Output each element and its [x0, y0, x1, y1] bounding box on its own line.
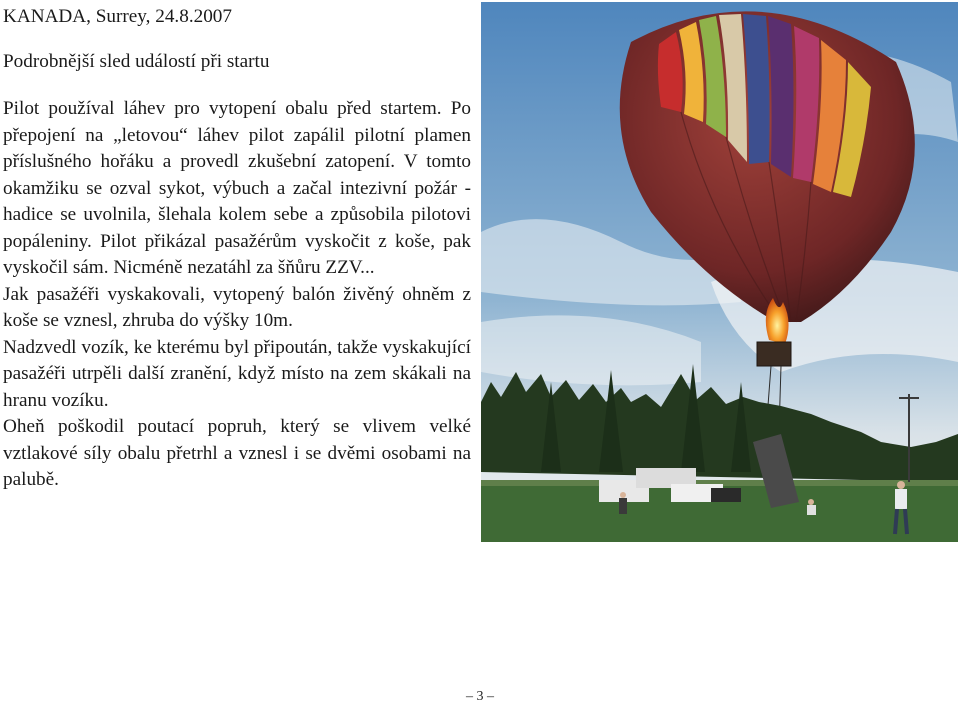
paragraph-trailer-lifted: Nadzvedl vozík, ke kterému byl připoután, takže vyskakující pasažéři utrpěli další zranění, když místo na zem skákali na hranu vozíku.: [3, 336, 471, 411]
page-title: KANADA, Surrey, 24.8.2007: [3, 6, 232, 27]
paragraph-tether-broken: Oheň poškodil poutací popruh, který se vlivem velké vztlakové síly obalu přetrhl a vznesl i se dvěmi osobami na palubě.: [3, 416, 471, 490]
page-number: – 3 –: [466, 689, 494, 704]
balloon-fire-photo: [481, 2, 958, 542]
article-text-column: [3, 4, 471, 494]
paragraph-start-sequence: Pilot používal láhev pro vytopení obalu před startem. Po přepojení na „letovou“ láhev pilot zapálil pilotní plamen příslušného hořáku a provedl zkušební zatopení. V tomto okamžiku se ozval sykot, výbuch a začal intezivní požár - hadice se uvolnila, šlehala kolem sebe a způsobila pilotovi popáleniny. Pilot přikázal pasažérům vyskočit z koše, pak vyskočil sám. Nicméně nezatáhl za šňůru ZZV...: [3, 98, 471, 278]
balloon-photo-illustration: [481, 2, 958, 542]
balloon-basket: [757, 342, 791, 366]
section-subtitle: Podrobnější sled událostí při startu: [3, 50, 270, 72]
paragraph-balloon-ascent: Jak pasažéři vyskakovali, vytopený balón živěný ohněm z koše se vznesl, zhruba do výšky 10m.: [3, 283, 471, 331]
